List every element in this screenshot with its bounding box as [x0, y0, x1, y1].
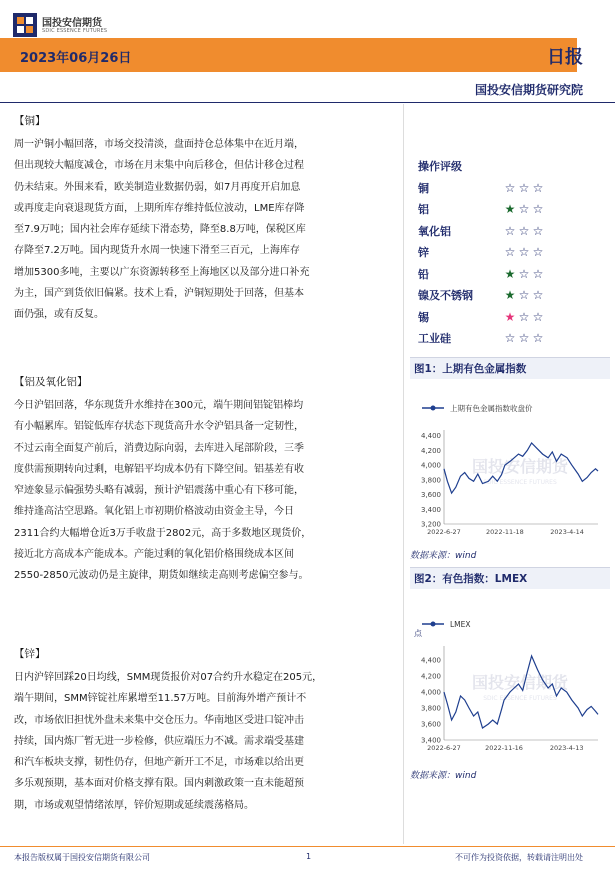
text-line: 度供需预期转向过剩，电解铝平均成本仍有下降空间。铝基差有收 — [14, 463, 304, 475]
star-filled-icon: ★ — [504, 202, 516, 217]
watermark-sub: SDIC ESSENCE FUTURES — [483, 479, 557, 486]
text-line: 增加5300多吨，主要以广东资源转移至上海地区以及部分进口补充 — [14, 266, 310, 278]
rating-metal-name: 镍及不锈钢 — [418, 289, 473, 303]
rating-rows — [418, 177, 598, 349]
y-tick-label: 3,400 — [420, 505, 441, 514]
rating-row — [418, 199, 598, 221]
figure-2-title: 图2：有色指数：LMEX — [410, 567, 610, 589]
rating-metal-name: 铅 — [418, 267, 429, 281]
rating-row — [418, 177, 598, 199]
text-line: 今日沪铝回落，华东现货升水维持在300元，端午期间铝锭铝棒均 — [14, 400, 304, 411]
text-line: 不过云南全面复产前后，消费边际向弱，去库进入尾部阶段，三季 — [14, 442, 304, 454]
watermark: 国投安信期货 — [471, 673, 569, 692]
figure-2-source — [410, 768, 476, 781]
y-tick-label: 4,000 — [420, 461, 441, 470]
footer-disclaimer: 不可作为投资依据，转载请注明出处 — [455, 853, 583, 862]
report-date: 2023年06月26日 — [20, 51, 132, 66]
y-tick-label: 4,000 — [420, 688, 441, 697]
text-line: 和汽车板块支撑，韧性仍存，但地产新开工不足，市场难以给出更 — [14, 757, 304, 769]
star-empty-icon: ☆ — [532, 288, 544, 303]
logo-mark-icon — [12, 12, 38, 38]
rating-stars — [503, 331, 545, 345]
figure-2-chart — [410, 608, 605, 758]
x-tick-label: 2022-11-18 — [486, 528, 524, 536]
rating-row — [418, 242, 598, 264]
header-divider — [0, 102, 615, 103]
figure-1-chart — [410, 392, 605, 542]
page-number: 1 — [306, 852, 312, 861]
source-value: wind — [455, 771, 477, 781]
rating-metal-name: 工业硅 — [418, 332, 451, 346]
x-tick-label: 2023-4-13 — [549, 744, 584, 752]
rating-table — [418, 157, 598, 349]
x-tick-label: 2022-6-27 — [427, 744, 461, 752]
text-line: 期，市场或观望情绪浓厚，锌价短期或延续震荡格局。 — [14, 799, 254, 811]
series-line — [444, 656, 598, 728]
institute-name: 国投安信期货研究院 — [474, 83, 583, 97]
report-type: 日报 — [547, 47, 583, 68]
company-logo — [12, 10, 152, 40]
watermark: 国投安信期货 — [471, 457, 569, 476]
y-unit-label: 点 — [414, 629, 422, 638]
rating-row — [418, 285, 598, 307]
star-empty-icon: ☆ — [518, 309, 530, 324]
rating-row — [418, 328, 598, 350]
y-tick-label: 4,200 — [420, 672, 441, 681]
rating-title: 操作评级 — [418, 160, 462, 173]
text-line: 但出现较大幅度减仓，市场在月末集中向后移仓，但估计移仓过程 — [14, 160, 304, 172]
star-empty-icon: ☆ — [504, 245, 516, 260]
section-title: 【铜】 — [14, 115, 46, 127]
star-empty-icon: ☆ — [518, 266, 530, 281]
rating-stars — [503, 245, 545, 259]
star-empty-icon: ☆ — [518, 180, 530, 195]
text-line: 有小幅累库。铝锭低库存状态下现货高升水令沪铝具备一定韧性， — [14, 421, 304, 433]
y-tick-label: 3,600 — [420, 491, 441, 500]
star-empty-icon: ☆ — [504, 223, 516, 238]
y-tick-label: 3,200 — [420, 520, 441, 529]
rating-metal-name: 铝 — [418, 203, 429, 217]
text-line: 持续，国内炼厂暂无进一步检修，供应端压力不减。需求端受基建 — [14, 735, 304, 747]
section-zinc — [14, 645, 396, 855]
rating-row — [418, 220, 598, 242]
logo-text: 国投安信期货 — [42, 18, 102, 29]
column-divider — [403, 104, 404, 844]
text-line: 仍未结束。外围来看，欧美制造业数据仍弱，如7月再度开启加息 — [14, 181, 301, 193]
section-copper — [14, 112, 396, 352]
x-tick-label: 2022-6-27 — [427, 528, 461, 536]
watermark-sub: SDIC ESSENCE FUTURES — [483, 695, 557, 702]
logo-subtext: SDIC ESSENCE FUTURES — [42, 28, 108, 34]
star-empty-icon: ☆ — [504, 180, 516, 195]
x-tick-label: 2022-11-16 — [485, 744, 523, 752]
star-empty-icon: ☆ — [532, 202, 544, 217]
star-empty-icon: ☆ — [532, 266, 544, 281]
star-empty-icon: ☆ — [518, 331, 530, 346]
rating-stars — [503, 288, 545, 302]
section-title: 【锌】 — [14, 648, 46, 660]
star-empty-icon: ☆ — [518, 223, 530, 238]
source-label: 数据来源： — [410, 771, 456, 781]
rating-metal-name: 铜 — [418, 181, 429, 195]
rating-stars — [503, 310, 545, 324]
y-tick-label: 3,400 — [420, 736, 441, 745]
star-empty-icon: ☆ — [532, 245, 544, 260]
text-line: 或再度走向衰退现货方面，上期所库存维持低位波动，LME库存降 — [14, 202, 305, 214]
figure-1-source — [410, 548, 476, 561]
star-empty-icon: ☆ — [518, 288, 530, 303]
text-line: 至7.9万吨；国内社会库存延续下滑态势，降至8.8万吨，保税区库 — [14, 224, 306, 236]
section-paragraph — [14, 667, 396, 816]
text-line: 存降至7.2万吨。国内现货升水周一快速下滑至三百元，上海库存 — [14, 245, 300, 257]
star-filled-icon: ★ — [504, 266, 516, 281]
rating-stars — [503, 181, 545, 195]
x-tick-label: 2023-4-14 — [550, 528, 584, 536]
text-line: 日内沪锌回踩20日均线，SMM现货报价对07合约升水稳定在205元， — [14, 672, 323, 683]
section-title: 【铝及氧化铝】 — [14, 376, 88, 388]
rating-metal-name: 氧化铝 — [418, 224, 451, 238]
legend-label: LMEX — [450, 620, 471, 629]
legend-marker — [431, 622, 436, 627]
legend-label: 上期有色金属指数收盘价 — [450, 404, 533, 413]
footer-divider — [0, 846, 615, 847]
star-filled-icon: ★ — [504, 288, 516, 303]
y-tick-label: 4,200 — [420, 446, 441, 455]
rating-row — [418, 306, 598, 328]
rating-row — [418, 263, 598, 285]
rating-stars — [503, 267, 545, 281]
y-tick-label: 3,600 — [420, 720, 441, 729]
text-line: 端午期间，SMM锌锭社库累增至11.57万吨。目前海外增产预计不 — [14, 693, 307, 705]
rating-metal-name: 锡 — [418, 310, 429, 324]
section-aluminum — [14, 373, 396, 633]
star-filled-icon: ★ — [504, 309, 516, 324]
y-tick-label: 4,400 — [420, 432, 441, 441]
source-value: wind — [455, 551, 477, 561]
rating-stars — [503, 224, 545, 238]
rating-stars — [503, 202, 545, 216]
y-tick-label: 3,800 — [420, 476, 441, 485]
star-empty-icon: ☆ — [532, 223, 544, 238]
text-line: 2311合约大幅增仓近3万手收盘于2802元，高于多数地区现货价， — [14, 527, 312, 539]
text-line: 维持逢高沽空思路。氧化铝上市初期价格波动由资金主导，今日 — [14, 506, 294, 518]
figure-1-title: 图1：上期有色金属指数 — [410, 357, 610, 379]
text-line: 周一沪铜小幅回落，市场交投清淡，盘面持仓总体集中在近月端， — [14, 139, 304, 150]
star-empty-icon: ☆ — [532, 309, 544, 324]
y-tick-label: 4,400 — [420, 656, 441, 665]
star-empty-icon: ☆ — [518, 245, 530, 260]
legend-marker — [431, 406, 436, 411]
text-line: 接近北方高成本产能成本。产能过剩的氧化铝价格围绕成本区间 — [14, 549, 294, 561]
text-line: 2550-2850元波动仍是主旋律，期货如继续走高则考虑偏空参与。 — [14, 570, 309, 582]
report-body — [14, 112, 396, 855]
y-tick-label: 3,800 — [420, 704, 441, 713]
text-line: 窄迹象显示偏强势头略有减弱，预计沪铝震荡中重心有下移可能， — [14, 485, 304, 497]
rating-metal-name: 锌 — [418, 246, 429, 260]
star-empty-icon: ☆ — [518, 202, 530, 217]
source-label: 数据来源： — [410, 551, 456, 561]
text-line: 面仍强，或有反复。 — [14, 309, 104, 321]
section-paragraph — [14, 395, 396, 587]
section-paragraph — [14, 134, 396, 326]
footer-copyright: 本报告版权属于国投安信期货有限公司 — [14, 853, 150, 862]
text-line: 为主，国产到货依旧偏紧。技术上看，沪铜短期处于回落，但基本 — [14, 288, 304, 300]
star-empty-icon: ☆ — [532, 180, 544, 195]
star-empty-icon: ☆ — [532, 331, 544, 346]
text-line: 改，市场依旧担忧外盘未来集中交仓压力。华南地区受进口锭冲击 — [14, 714, 304, 726]
text-line: 多乐观预期，基本面对价格支撑有限。国内刺激政策一直未能超预 — [14, 778, 304, 790]
star-empty-icon: ☆ — [504, 331, 516, 346]
